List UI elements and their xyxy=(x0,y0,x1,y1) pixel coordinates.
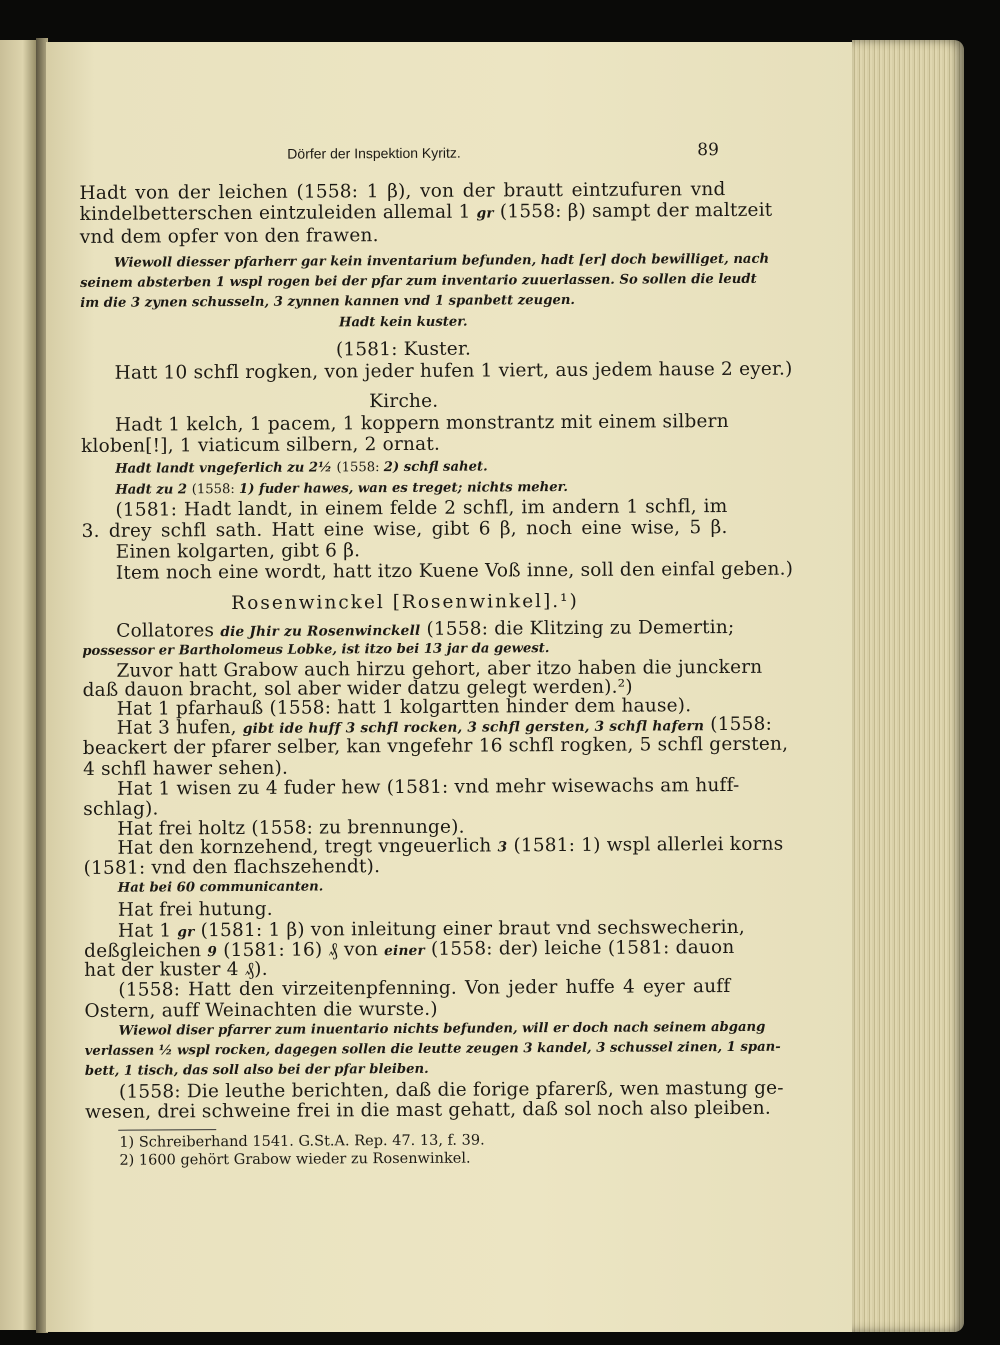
text-line xyxy=(80,338,726,361)
text-segment: Kirche. xyxy=(369,390,439,413)
text-segment: (1558: Hatt den virzeitenpfenning. Von jeder huffe 4 eyer auff xyxy=(118,975,731,1001)
italic-segment: 9 xyxy=(207,944,218,961)
text-segment: possessor er Bartholomeus Lobke, ist itzo bei 13 jar da gewest. xyxy=(82,641,550,659)
text-segment: (1558: xyxy=(704,713,773,736)
section-heading xyxy=(82,591,728,614)
text-segment: (1558: xyxy=(191,481,240,498)
text-segment: wesen, drei schweine frei in die mast gehatt, daß sol noch also pleiben. xyxy=(85,1097,772,1123)
text-segment: Hadt zu 2 xyxy=(115,482,192,498)
text-segment: vnd dem opfer von den frawen. xyxy=(79,225,379,248)
text-segment: Hat den kornzehend, tregt vngeuerlich xyxy=(117,835,498,859)
text-segment: (1558: β) sampt der maltzeit xyxy=(493,199,773,223)
text-segment: seinem absterben 1 wspl rogen bei der pfar zum inventario zuuerlassen. So sollen die leudt xyxy=(80,271,757,291)
text-segment: Hat 1 wisen zu 4 fuder hew (1581: vnd mehr wisewachs am huff- xyxy=(117,774,740,800)
text-segment: (1581: 16) ₰ von xyxy=(217,939,385,962)
text-line xyxy=(84,998,730,1021)
text-segment: 4 schfl hawer sehen). xyxy=(82,757,289,780)
text-line xyxy=(84,855,730,878)
text-segment: (1581: 1 β) von inleitung einer braut vnd sechswecherin, xyxy=(194,916,745,942)
text-line xyxy=(82,616,735,643)
text-segment: Collatores xyxy=(116,620,221,642)
italic-note-line xyxy=(80,292,726,312)
text-line xyxy=(81,358,793,384)
text-segment: Hadt kein kuster. xyxy=(338,314,468,331)
footnote-2: 2) 1600 gehört Grabow wieder zu Rosenwinkel. xyxy=(119,1150,471,1169)
text-segment: verlassen ½ wspl rocken, dagegen sollen die leutte zeugen 3 kandel, 3 schussel zinen, 1 span- xyxy=(84,1039,781,1059)
text-segment: 2) schfl sahet. xyxy=(383,459,488,476)
text-line xyxy=(84,897,730,920)
text-segment: Hat 3 hufen, xyxy=(116,716,243,739)
text-segment: bett, 1 tisch, das soll also bei der pfar bleiben. xyxy=(84,1061,429,1079)
text-line xyxy=(84,977,730,1000)
text-segment: Hat frei holtz (1558: zu brennunge). xyxy=(117,816,465,840)
text-segment: hat der kuster 4 ₰). xyxy=(84,958,268,981)
page-number: 89 xyxy=(697,140,719,161)
text-segment: Hat 1 pfarhauß (1558: hatt 1 kolgartten hinder dem hause). xyxy=(116,695,692,720)
italic-note-line xyxy=(84,877,730,897)
text-segment: (1558: der) leiche (1581: dauon xyxy=(424,936,735,960)
text-segment: kindelbetterschen eintzuleiden allemal 1 xyxy=(79,201,477,225)
italic-segment: gibt ide huff 3 schfl rocken, 3 schfl gersten, 3 schfl hafern xyxy=(242,718,705,737)
text-line xyxy=(83,796,729,819)
text-line xyxy=(81,390,727,413)
text-segment: (1581: Kuster. xyxy=(335,338,472,361)
text-segment: Item noch eine wordt, hatt itzo Kuene Voß inne, soll den einfal geben.) xyxy=(115,558,794,584)
italic-note-line xyxy=(85,1060,731,1080)
text-line xyxy=(85,1097,772,1123)
text-segment: Hadt von der leichen (1558: 1 β), von der brautt eintzufuren vnd xyxy=(79,179,726,204)
footnote-divider xyxy=(118,1129,216,1131)
text-segment: im die 3 zynen schusseln, 3 zynnen kannen vnd 1 spanbett zeugen. xyxy=(80,292,576,311)
text-segment: (1581: vnd den flachszehendt). xyxy=(83,856,381,879)
text-segment: Hat 1 xyxy=(117,920,178,942)
text-segment: Hatt 10 schfl rogken, von jeder hufen 1 viert, aus jedem hause 2 eyer.) xyxy=(114,358,793,384)
text-segment: schlag). xyxy=(83,798,159,820)
italic-segment: gr xyxy=(476,205,494,222)
text-line xyxy=(83,774,740,800)
text-segment: Zuvor hatt Grabow auch hirzu gehort, aber itzo haben die junckern xyxy=(116,656,763,682)
text-segment: Hadt landt vngeferlich zu 2½ xyxy=(115,460,337,477)
text-segment: Einen kolgarten, gibt 6 β. xyxy=(115,540,361,563)
text-segment: (1558: die Klitzing zu Demertin; xyxy=(420,616,735,640)
italic-segment: 3 xyxy=(497,839,508,856)
text-line xyxy=(82,539,728,562)
text-line xyxy=(81,433,727,456)
italic-segment: gr xyxy=(177,924,195,941)
text-line xyxy=(82,733,789,759)
text-segment: Wiewol diser pfarrer zum inuentario nichts befunden, will er doch nach seinem abgang xyxy=(118,1019,766,1039)
text-line xyxy=(79,199,773,226)
italic-note-line xyxy=(85,1019,766,1040)
running-title: Dörfer der Inspektion Kyritz. xyxy=(287,144,461,162)
text-segment: (1558: Die leuthe berichten, daß die forige pfarerß, wen mastung ge- xyxy=(118,1077,784,1103)
text-segment: beackert der pfarer selber, kan vngefehr 16 schfl rogken, 5 schfl gersten, xyxy=(82,733,789,759)
text-line xyxy=(82,558,794,584)
text-line xyxy=(82,518,728,541)
text-line xyxy=(79,180,725,203)
text-segment: Hat frei hutung. xyxy=(117,898,273,921)
italic-note-line xyxy=(80,313,726,333)
italic-note-line xyxy=(80,251,770,272)
italic-note-line xyxy=(81,458,727,478)
text-segment: Hadt 1 kelch, 1 pacem, 1 koppern monstrantz mit einem silbern xyxy=(114,410,729,436)
text-segment: Rosenwinckel [Rosenwinkel].¹) xyxy=(231,590,579,615)
footnote-1: 1) Schreiberhand 1541. G.St.A. Rep. 47. 13, f. 39. xyxy=(119,1132,485,1151)
italic-segment: einer xyxy=(384,942,425,960)
text-line xyxy=(80,224,726,247)
text-segment: 1) fuder hawes, wan es treget; nichts meher. xyxy=(238,479,569,497)
italic-note-line xyxy=(80,271,757,292)
text-segment: (1558: xyxy=(336,460,384,476)
text-segment: Wiewoll diesser pfarherr gar kein inventarium befunden, hadt [er] doch bewilliget, nach xyxy=(113,251,770,271)
text-segment: (1581: Hadt landt, in einem felde 2 schfl, im andern 1 schfl, im xyxy=(115,495,728,521)
text-segment: deßgleichen xyxy=(84,940,208,962)
text-segment: (1581: 1) wspl allerlei korns xyxy=(507,833,784,857)
text-segment: Hat bei 60 communicanten. xyxy=(117,879,324,896)
text-segment: Ostern, auff Weinachten die wurste.) xyxy=(84,998,438,1022)
text-line xyxy=(81,412,727,435)
italic-segment: die Jhir zu Rosenwinckell xyxy=(220,622,421,641)
text-segment: daß dauon bracht, sol aber wider datzu gelegt werden).²) xyxy=(82,676,633,701)
italic-note-line xyxy=(84,1039,781,1060)
text-segment: 3. drey schfl sath. Hatt eine wise, gibt 6 β, noch eine wise, 5 β. xyxy=(81,516,728,542)
text-line xyxy=(81,497,727,520)
text-segment: kloben[!], 1 viaticum silbern, 2 ornat. xyxy=(80,433,441,457)
